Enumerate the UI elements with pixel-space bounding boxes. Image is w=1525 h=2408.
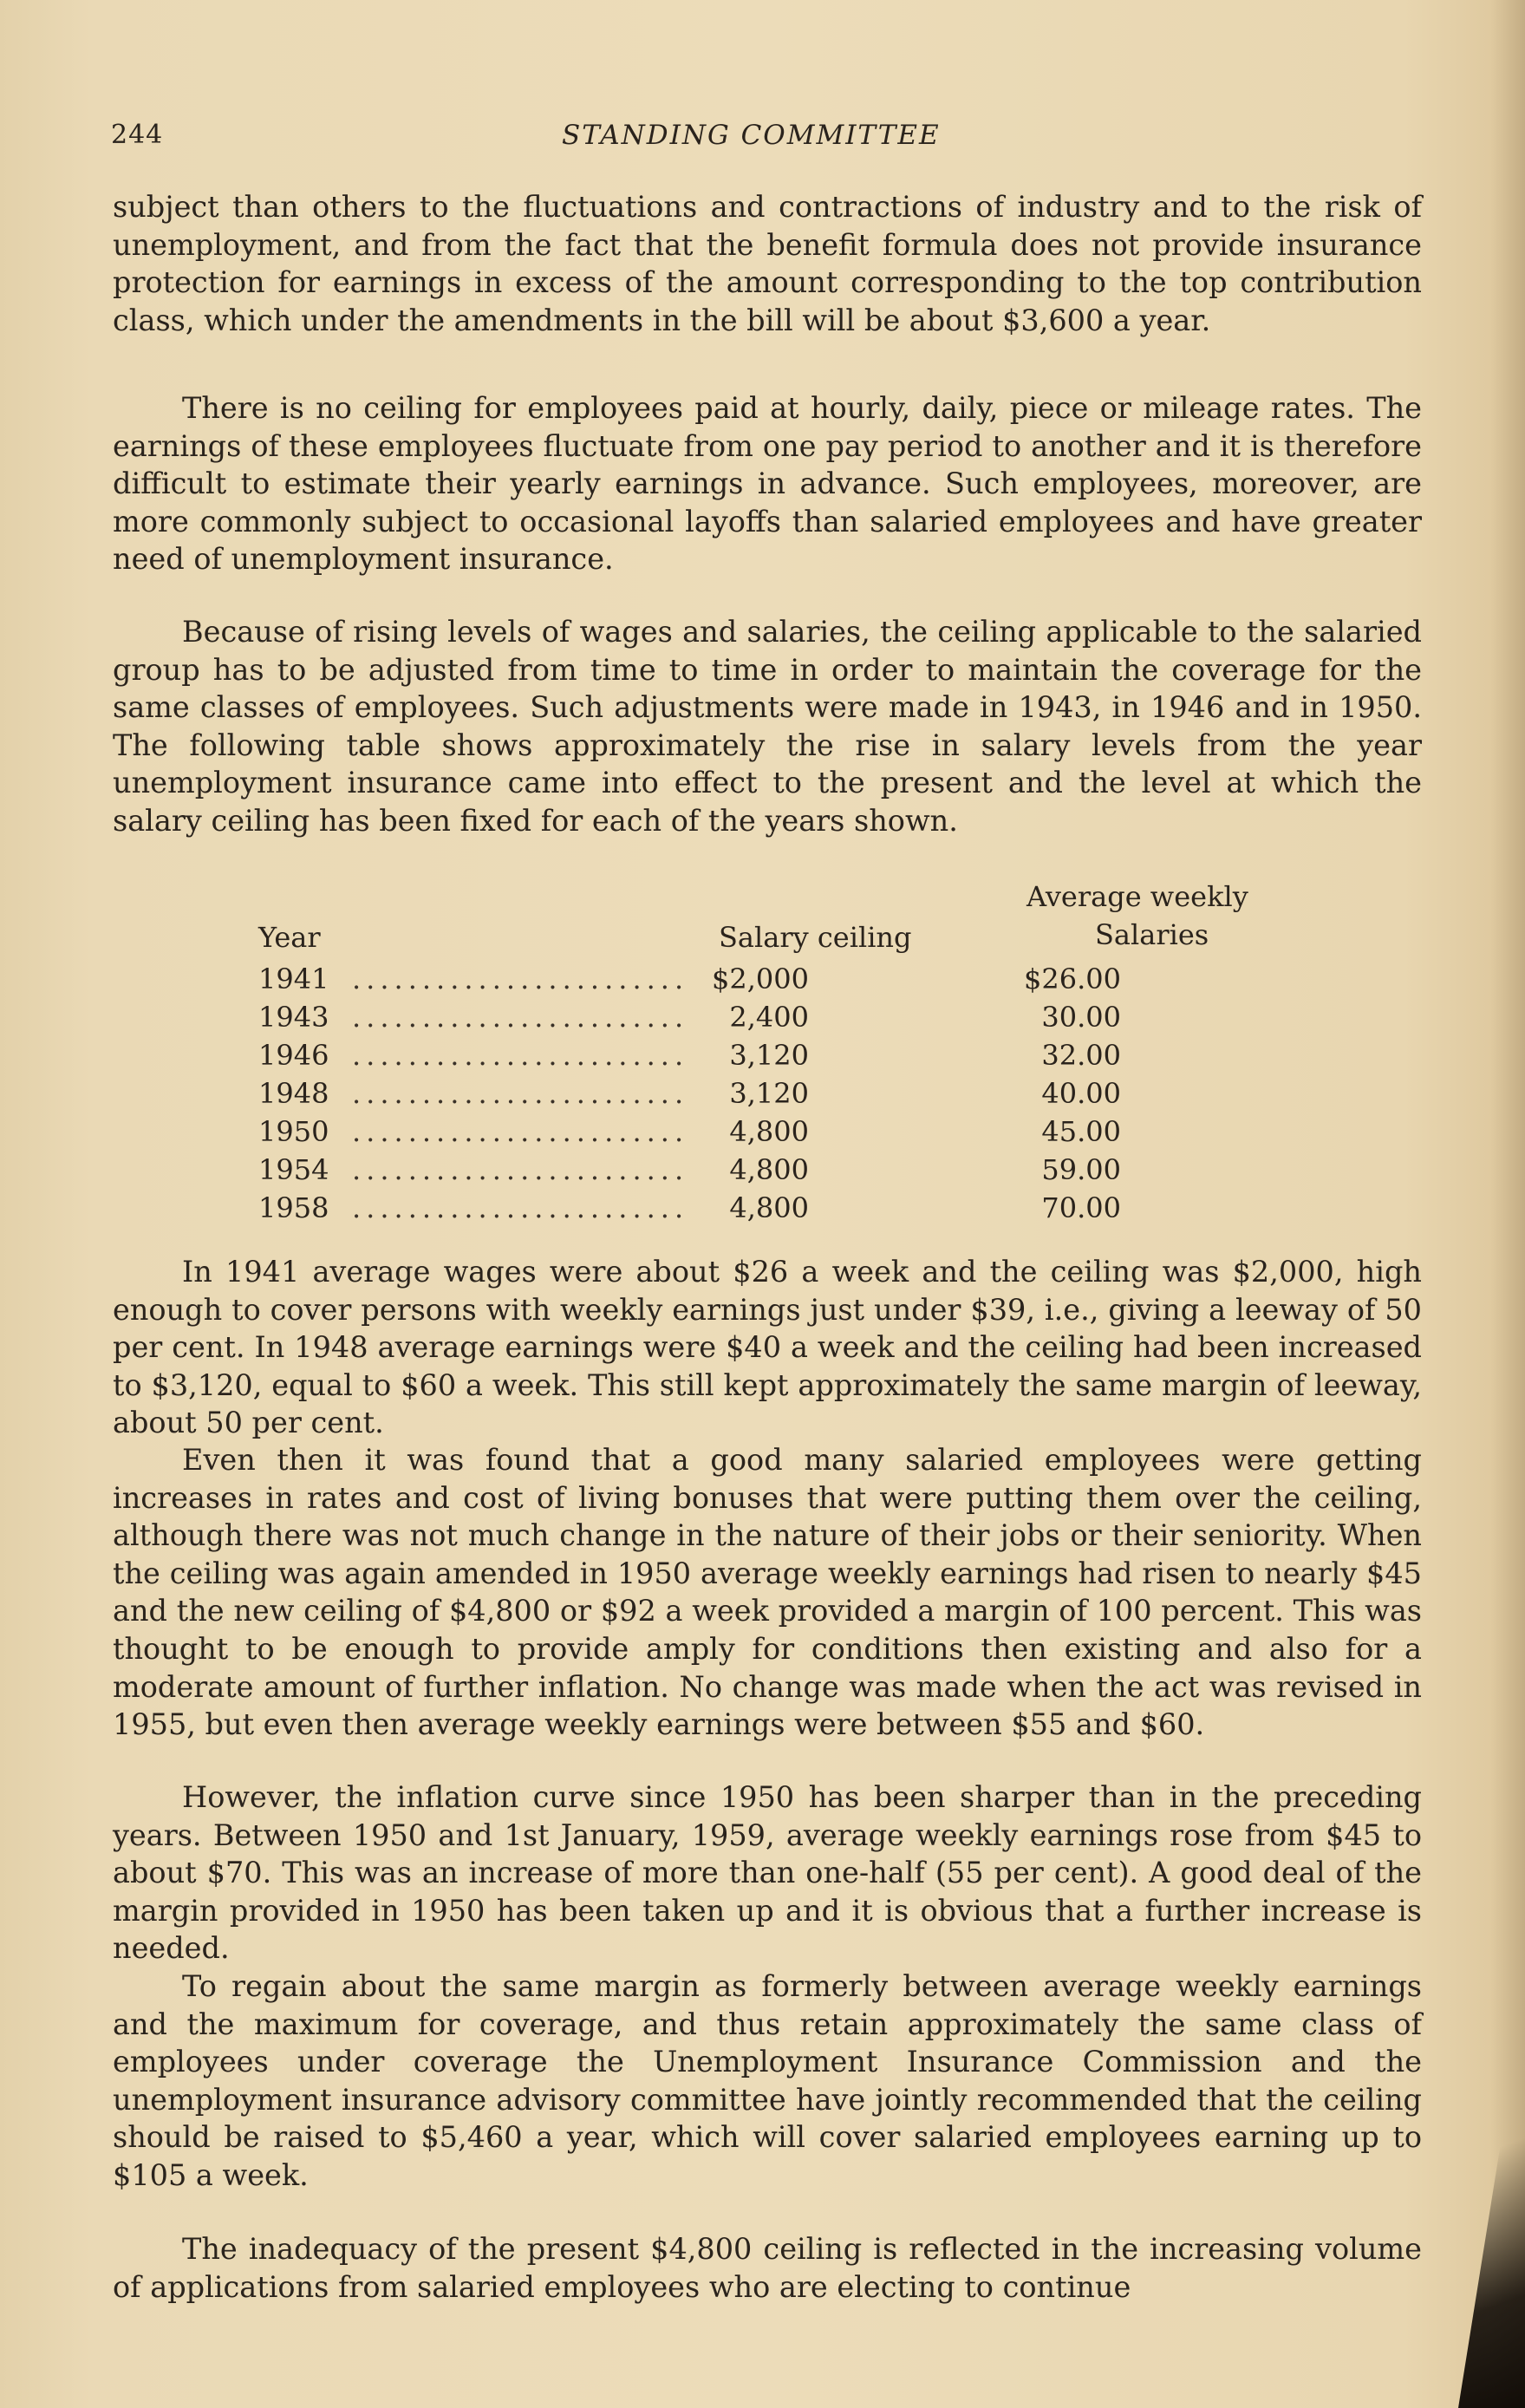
paragraph-8	[113, 2230, 1422, 2306]
table-row	[258, 1001, 1299, 1039]
cell-salary-ceiling: 2,400	[729, 1001, 809, 1034]
cell-average-salary: 32.00	[1041, 1039, 1121, 1072]
paragraph-7	[113, 1968, 1422, 2195]
paragraph-text: However, the inflation curve since 1950 has been sharper than in the preceding years. Between 1950 and 1st January, 1959, average weekly earnings rose from $45 to about $70. This was an increase of more than one-half (55 per cent). A good deal of the margin provided in 1950 has been taken up and it is obvious that a further increase is needed.	[113, 1780, 1422, 1966]
paragraph-text: There is no ceiling for employees paid at hourly, daily, piece or mileage rates. The earnings of these employees fluctuate from one pay period to another and it is therefore difficult to estimate their yearly earnings in advance. Such employees, moreover, are more commonly subject to occasional layoffs than salaried employees and have greater need of unemployment insurance.	[113, 391, 1422, 577]
paragraph-2	[113, 389, 1422, 578]
cell-average-salary: $26.00	[1024, 963, 1121, 995]
leader-dots: ........................	[352, 1001, 689, 1034]
cell-year: 1941	[258, 963, 329, 995]
cell-year: 1954	[258, 1153, 329, 1186]
leader-dots: ........................	[352, 1077, 689, 1110]
paragraph-text: The inadequacy of the present $4,800 ceiling is reflected in the increasing volume of applications from salaried employees who are electing to continue	[113, 2232, 1422, 2304]
table-row	[258, 1115, 1299, 1153]
cell-average-salary: 40.00	[1041, 1077, 1121, 1110]
leader-dots: ........................	[352, 1039, 689, 1072]
cell-year: 1950	[258, 1115, 329, 1148]
cell-average-salary: 59.00	[1041, 1153, 1121, 1186]
cell-salary-ceiling: 3,120	[729, 1039, 809, 1072]
leader-dots: ........................	[352, 1191, 689, 1224]
paragraph-4	[113, 1253, 1422, 1442]
paragraph-text: In 1941 average wages were about $26 a week and the ceiling was $2,000, high enough to cover persons with weekly earnings just under $39, i.e., giving a leeway of 50 per cent. In 1948 average earnings were $40 a week and the ceiling had been increased to $3,120, equal to $60 a week. This still kept approximately the same margin of leeway, about 50 per cent.	[113, 1255, 1422, 1440]
table-row	[258, 1039, 1299, 1077]
paragraph-text: subject than others to the fluctuations and contractions of industry and to the risk of unemployment, and from the fact that the benefit formula does not provide insurance protection for earnings in excess of the amount corresponding to the top contribution class, which under the amendments in the bill will be about $3,600 a year.	[113, 190, 1422, 337]
cell-salary-ceiling: 4,800	[729, 1153, 809, 1186]
header-salaries: Salaries	[1095, 918, 1209, 951]
page-header	[111, 120, 1429, 163]
cell-year: 1958	[258, 1191, 329, 1224]
cell-year: 1948	[258, 1077, 329, 1110]
leader-dots: ........................	[352, 1153, 689, 1186]
paragraph-5	[113, 1441, 1422, 1744]
leader-dots: ........................	[352, 1115, 689, 1148]
leader-dots: ........................	[352, 963, 689, 995]
table-row	[258, 1153, 1299, 1191]
cell-year: 1946	[258, 1039, 329, 1072]
running-title: STANDING COMMITTEE	[562, 120, 941, 151]
page-number: 244	[111, 120, 164, 150]
table-row	[258, 1191, 1299, 1230]
header-salary-ceiling: Salary ceiling	[719, 921, 912, 954]
paragraph-6	[113, 1778, 1422, 1968]
paragraph-1	[113, 188, 1422, 339]
cell-average-salary: 30.00	[1041, 1001, 1121, 1034]
paragraph-text: To regain about the same margin as formerly between average weekly earnings and the maximum for coverage, and thus retain approximately the same class of employees under coverage the Unemployment Insurance Commission and the unemployment insurance advisory committee have jointly recommended that the ceiling should be raised to $5,460 a year, which will cover salaried employees earning up to $105 a week.	[113, 1969, 1422, 2192]
cell-year: 1943	[258, 1001, 329, 1034]
paragraph-text: Because of rising levels of wages and salaries, the ceiling applicable to the salaried group has to be adjusted from time to time in order to maintain the coverage for the same classes of employees. Such adjustments were made in 1943, in 1946 and in 1950. The following table shows approximately the rise in salary levels from the year unemployment insurance came into effect to the present and the level at which the salary ceiling has been fixed for each of the years shown.	[113, 615, 1422, 838]
header-year: Year	[258, 921, 321, 954]
paragraph-text: Even then it was found that a good many salaried employees were getting increases in rates and cost of living bonuses that were putting them over the ceiling, although there was not much change in the nature of their jobs or their seniority. When the ceiling was again amended in 1950 average weekly earnings had risen to nearly $45 and the new ceiling of $4,800 or $92 a week provided a margin of 100 percent. This was thought to be enough to provide amply for conditions then existing and also for a moderate amount of further inflation. No change was made when the act was revised in 1955, but even then average weekly earnings were between $55 and $60.	[113, 1443, 1422, 1742]
table-row	[258, 963, 1299, 1001]
cell-salary-ceiling: 4,800	[729, 1191, 809, 1224]
cell-salary-ceiling: 4,800	[729, 1115, 809, 1148]
paragraph-3	[113, 613, 1422, 840]
cell-salary-ceiling: $2,000	[712, 963, 809, 995]
cell-average-salary: 70.00	[1041, 1191, 1121, 1224]
header-average-weekly: Average weekly	[1026, 880, 1248, 913]
cell-salary-ceiling: 3,120	[729, 1077, 809, 1110]
table-row	[258, 1077, 1299, 1115]
cell-average-salary: 45.00	[1041, 1115, 1121, 1148]
